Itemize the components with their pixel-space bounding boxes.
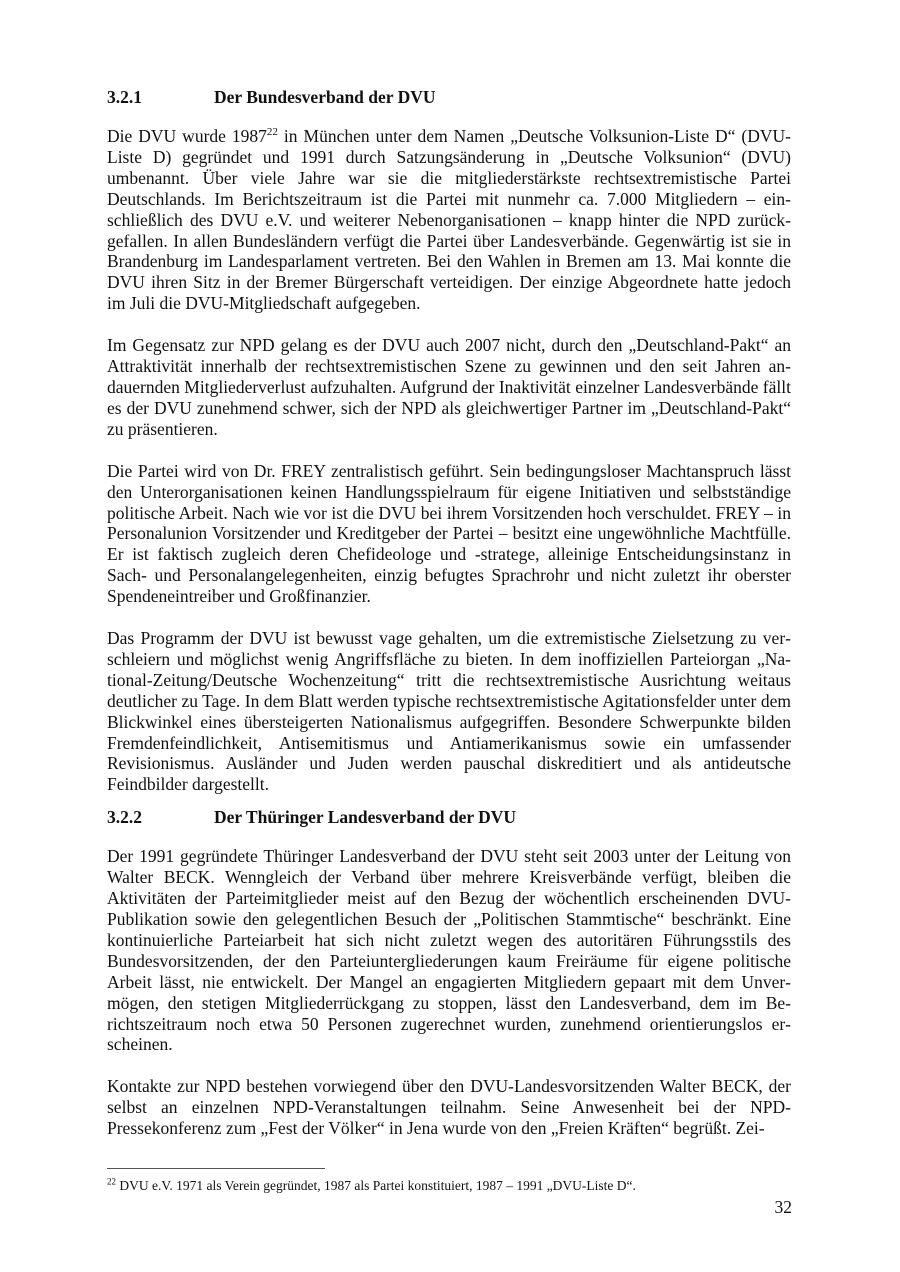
footnote	[107, 1177, 791, 1194]
section-number: 3.2.2	[107, 807, 142, 828]
footnote-text: DVU e.V. 1971 als Verein gegründet, 1987 als Partei konstituiert, 1987 – 1991 „DVU-Liste D“.	[116, 1178, 636, 1193]
section-title: Der Thüringer Landesverband der DVU	[214, 807, 517, 828]
page-number: 32	[774, 1197, 792, 1217]
section-title: Der Bundesverband der DVU	[214, 87, 436, 107]
paragraph-thueringen-landesverband: Der 1991 gegründete Thüringer Landesverband der DVU steht seit 2003 unter der Leitung von Walter BECK. Wenngleich der Verband über mehrere Kreisverbände verfügt, bleiben die Aktivitäten der Parteimitglieder meist auf den Bezug der wöchentlich erscheinenden DVU-Publikation sowie den gelegentlichen Besuch der „Politischen Stammtische“ beschränkt. Eine kontinuierliche Parteiarbeit hat sich nicht zuletzt wegen des autoritären Führungsstils des Bundesvorsitzenden, der den Parteiuntergliederungen kaum Freiräume für eigene politische Arbeit lässt, nie entwickelt. Der Mangel an engagierten Mitgliedern gepaart mit dem Unvermögen, den stetigen Mitgliederrückgang zu stoppen, lässt den Landesverband, dem im Berichtszeitraum noch etwa 50 Personen zugerechnet wurden, zunehmend orientierungslos erscheinen.	[107, 846, 791, 1055]
section-heading-3-2-2	[107, 806, 791, 828]
paragraph-text-start: Die DVU wurde 1987	[107, 126, 267, 146]
paragraph-text-end: in München unter dem Namen „Deutsche Volksunion-Liste D“ (DVU-Liste D) gegründet und 1991 durch Satzungsänderung in „Deutsche Volksunion“ (DVU) umbenannt. Über viele Jahre war sie die mitgliederstärkste rechtsextremistische Partei Deutschlands. Im Berichtszeitraum ist die Partei mit nunmehr ca. 7.000 Mitgliedern – einschließlich des DVU e.V. und weiterer Nebenorganisationen – knapp hinter die NPD zurückgefallen. In allen Bundesländern verfügt die Partei über Landesverbände. Gegenwärtig ist sie in Brandenburg im Landesparlament vertreten. Bei den Wahlen in Bremen am 13. Mai konnte die DVU ihren Sitz in der Bremer Bürgerschaft verteidigen. Der einzige Abgeordnete hatte jedoch im Juli die DVU-Mitgliedschaft aufgegeben.	[107, 126, 791, 314]
paragraph-deutschland-pakt: Im Gegensatz zur NPD gelang es der DVU auch 2007 nicht, durch den „Deutschland-Pakt“ an Attraktivität innerhalb der rechtsextremistischen Szene zu gewinnen und den seit Jahren andauernden Mitgliederverlust aufzuhalten. Aufgrund der Inaktivität einzelner Landesverbände fällt es der DVU zunehmend schwer, sich der NPD als gleichwertiger Partner im „Deutschland-Pakt“ zu präsentieren.	[107, 335, 791, 439]
paragraph-program: Das Programm der DVU ist bewusst vage gehalten, um die extremistische Zielsetzung zu verschleiern und möglichst wenig Angriffsfläche zu bieten. In dem inoffiziellen Parteiorgan „National-Zeitung/Deutsche Wochenzeitung“ tritt die rechtsextremistische Ausrichtung weitaus deutlicher zu Tage. In dem Blatt werden typische rechtsextremistische Agitationsfelder unter dem Blickwinkel eines übersteigerten Nationalismus aufgegriffen. Besondere Schwerpunkte bilden Fremdenfeindlichkeit, Antisemitismus und Antiamerikanismus sowie ein umfassender Revisionismus. Ausländer und Juden werden pauschal diskreditiert und als antideutsche Feindbilder dargestellt.	[107, 628, 791, 795]
document-body	[107, 86, 791, 1160]
paragraph-frey-leadership: Die Partei wird von Dr. FREY zentralistisch geführt. Sein bedingungsloser Machtanspruch lässt den Unterorganisationen keinen Handlungsspielraum für eigene Initiativen und selbstständige politische Arbeit. Nach wie vor ist die DVU bei ihrem Vorsitzenden hoch verschuldet. FREY – in Personalunion Vorsitzender und Kreditgeber der Partei – besitzt eine ungewöhnliche Machtfülle. Er ist faktisch zugleich deren Chefideologe und -stratege, alleinige Entscheidungsinstanz in Sach- und Personalangelegenheiten, einzig befugtes Sprachrohr und nicht zuletzt ihr oberster Spendeneintreiber und Großfinanzier.	[107, 460, 791, 607]
footnote-divider	[107, 1168, 325, 1169]
paragraph-npd-contacts: Kontakte zur NPD bestehen vorwiegend über den DVU-Landesvorsitzenden Walter BECK, der selbst an einzelnen NPD-Veranstaltungen teilnahm. Seine Anwesenheit bei der NPD-Pressekonferenz zum „Fest der Völker“ in Jena wurde von den „Freien Kräften“ begrüßt. Zei-	[107, 1076, 791, 1139]
paragraph-dvu-history	[107, 126, 791, 314]
footnote-reference[interactable]: 22	[266, 126, 278, 139]
footnote-marker: 22	[107, 1176, 116, 1187]
section-number: 3.2.1	[107, 87, 142, 107]
section-heading-3-2-1	[107, 86, 791, 108]
